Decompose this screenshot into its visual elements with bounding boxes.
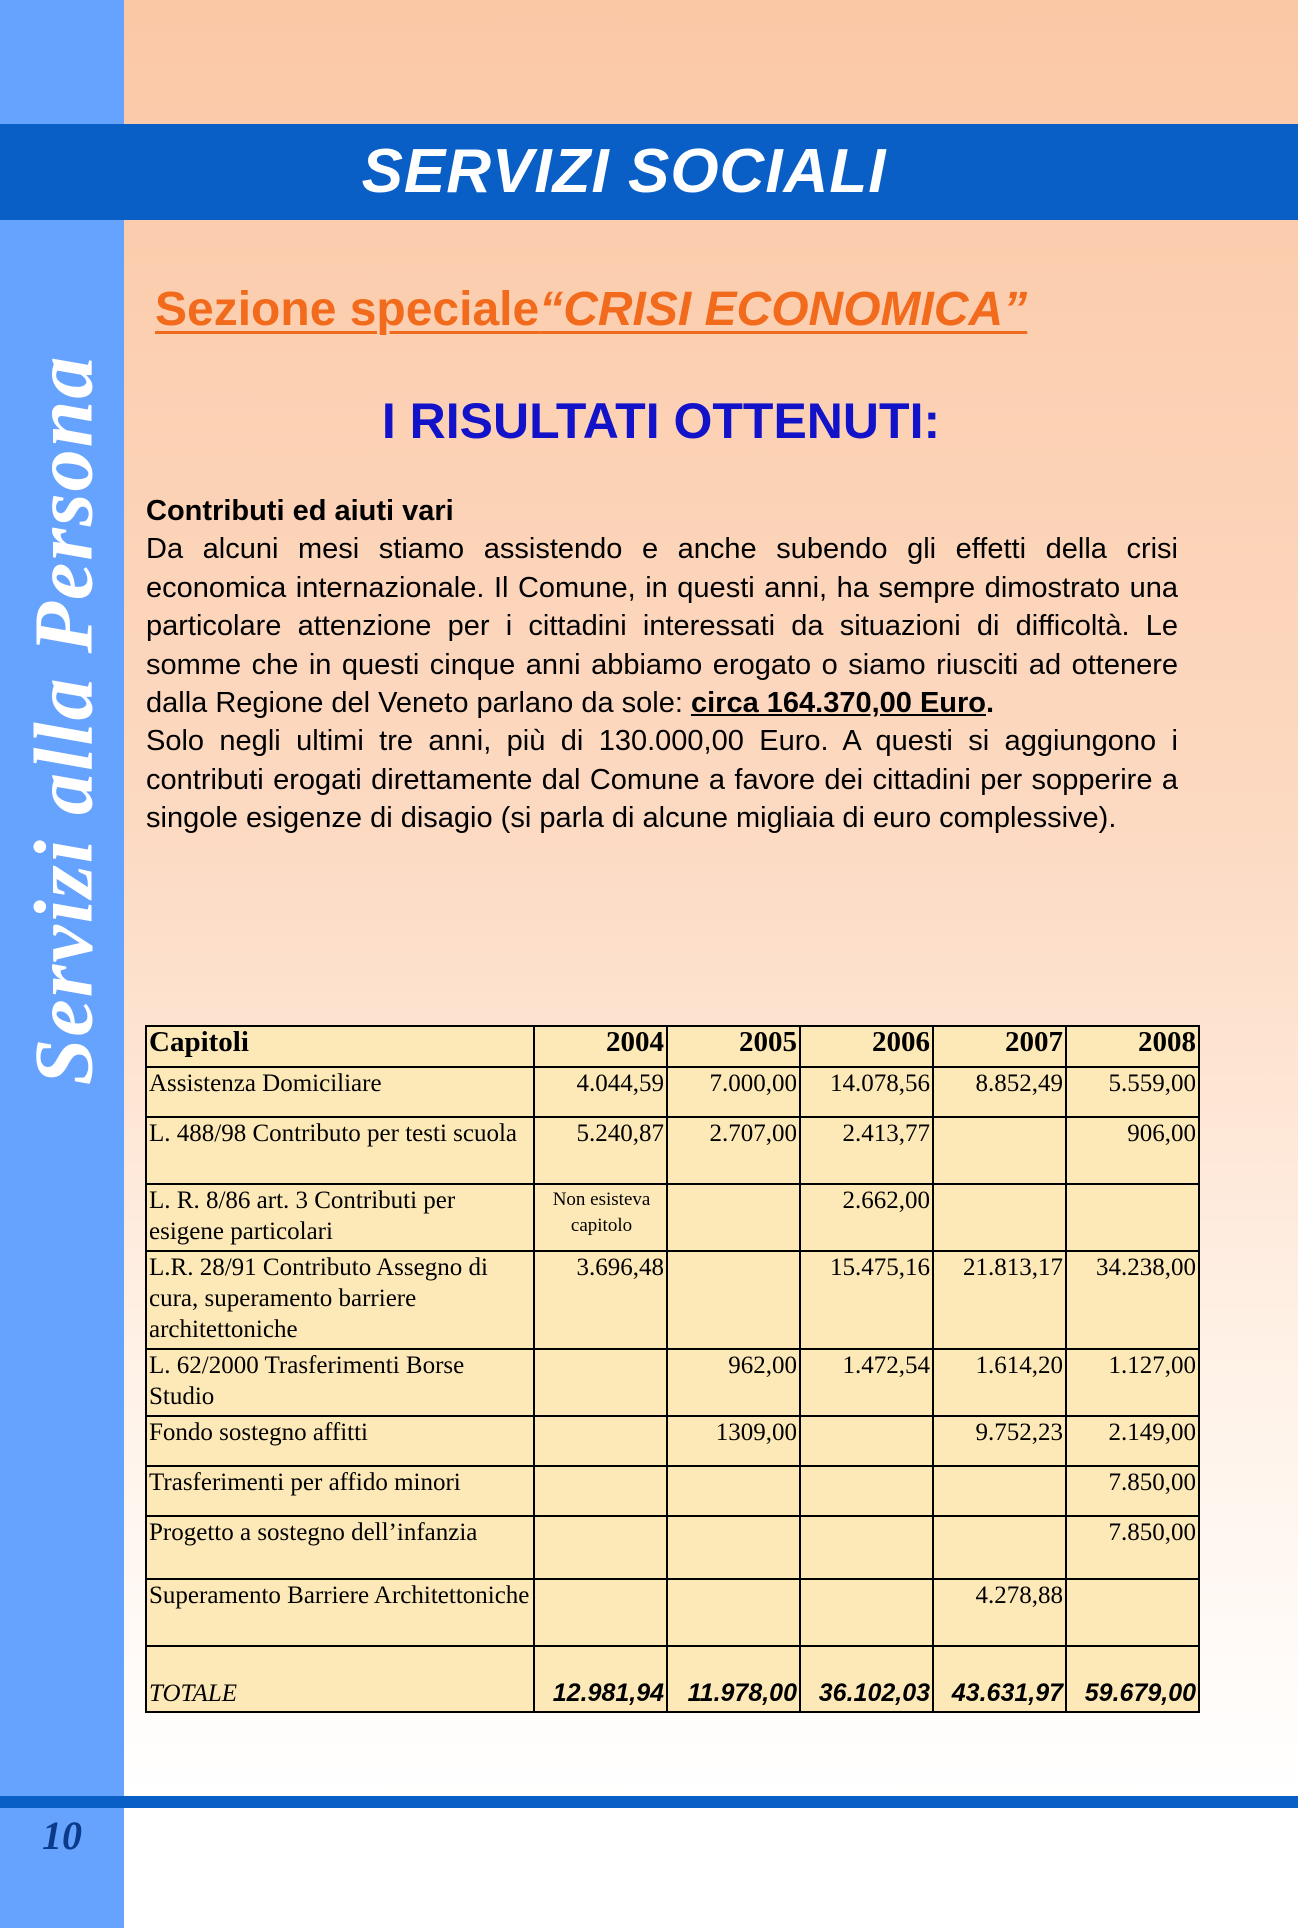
row-label: Fondo sostegno affitti (146, 1416, 534, 1466)
column-header: Capitoli (146, 1026, 534, 1067)
row-label: Progetto a sostegno dell’infanzia (146, 1516, 534, 1579)
table-cell (534, 1349, 667, 1416)
table-cell (667, 1251, 800, 1349)
table-cell: 2.413,77 (800, 1117, 933, 1184)
body-subtitle: Contributi ed aiuti vari (146, 495, 454, 527)
footer-band (0, 1796, 1298, 1808)
table-cell: 5.240,87 (534, 1117, 667, 1184)
table-cell (534, 1516, 667, 1579)
table-row (146, 1516, 1199, 1579)
table-cell: 1.127,00 (1066, 1349, 1199, 1416)
table-cell: 906,00 (1066, 1117, 1199, 1184)
table-cell: 3.696,48 (534, 1251, 667, 1349)
column-header: 2008 (1066, 1026, 1199, 1067)
row-label: Superamento Barriere Architettoniche (146, 1579, 534, 1646)
row-label: L. 62/2000 Trasferimenti Borse Studio (146, 1349, 534, 1416)
table-cell (534, 1579, 667, 1646)
row-label: Trasferimenti per affido minori (146, 1466, 534, 1516)
table-cell: 1.614,20 (933, 1349, 1066, 1416)
table-cell (534, 1466, 667, 1516)
body-text (146, 492, 1178, 838)
table-cell: 2.707,00 (667, 1117, 800, 1184)
paragraph-1-start: Da alcuni mesi stiamo assistendo e anche subendo gli effetti della crisi economica internazionale. Il Comune, in questi anni, ha sempre dimostrato una particolare attenzione per i cittadini interessati da situazioni di difficoltà. Le somme che in questi cinque anni abbiamo erogato o siamo riusciti ad ottenere dalla Regione del Veneto parlano da sole: (146, 533, 1178, 720)
table-cell (933, 1516, 1066, 1579)
table-cell: 7.850,00 (1066, 1516, 1199, 1579)
table-row (146, 1067, 1199, 1117)
row-label: L. 488/98 Contributo per testi scuola (146, 1117, 534, 1184)
table-header-row (146, 1026, 1199, 1067)
table-cell (534, 1416, 667, 1466)
table-cell: 7.850,00 (1066, 1466, 1199, 1516)
section-title-italic: “CRISI ECONOMICA” (539, 283, 1028, 336)
total-label: TOTALE (146, 1646, 534, 1712)
table-cell: 4.278,88 (933, 1579, 1066, 1646)
total-row (146, 1646, 1199, 1712)
sidebar (0, 0, 124, 1928)
table-cell: 7.000,00 (667, 1067, 800, 1117)
table-cell: Non esisteva capitolo (534, 1184, 667, 1251)
row-label: L.R. 28/91 Contributo Assegno di cura, superamento barriere architettoniche (146, 1251, 534, 1349)
total-cell: 59.679,00 (1066, 1646, 1199, 1712)
total-cell: 11.978,00 (667, 1646, 800, 1712)
highlighted-amount: circa 164.370,00 Euro (690, 687, 987, 720)
table-cell: 5.559,00 (1066, 1067, 1199, 1117)
table-cell (1066, 1579, 1199, 1646)
table-cell (800, 1416, 933, 1466)
table-row (146, 1349, 1199, 1416)
table-cell (933, 1466, 1066, 1516)
table-cell (667, 1466, 800, 1516)
column-header: 2006 (800, 1026, 933, 1067)
table-cell: 1.472,54 (800, 1349, 933, 1416)
table-row (146, 1466, 1199, 1516)
table-cell (800, 1466, 933, 1516)
row-label: Assistenza Domiciliare (146, 1067, 534, 1117)
sidebar-label: Servizi alla Persona (17, 354, 111, 1086)
table-cell: 21.813,17 (933, 1251, 1066, 1349)
table-row (146, 1416, 1199, 1466)
table-row (146, 1251, 1199, 1349)
table-cell: 8.852,49 (933, 1067, 1066, 1117)
table-cell: 2.662,00 (800, 1184, 933, 1251)
column-header: 2005 (667, 1026, 800, 1067)
section-title (155, 282, 1175, 337)
main-heading: I RISULTATI OTTENUTI: (381, 393, 941, 449)
table-cell (933, 1117, 1066, 1184)
table-cell: 1309,00 (667, 1416, 800, 1466)
table-cell: 4.044,59 (534, 1067, 667, 1117)
table-row (146, 1117, 1199, 1184)
table-cell (667, 1579, 800, 1646)
table-cell: 34.238,00 (1066, 1251, 1199, 1349)
page-number: 10 (42, 1813, 82, 1858)
page-title: SERVIZI SOCIALI (361, 137, 887, 206)
table-cell (667, 1184, 800, 1251)
table-row (146, 1184, 1199, 1251)
table-cell: 14.078,56 (800, 1067, 933, 1117)
table-cell (800, 1579, 933, 1646)
table-cell (933, 1184, 1066, 1251)
table-cell: 2.149,00 (1066, 1416, 1199, 1466)
table-cell: 9.752,23 (933, 1416, 1066, 1466)
table-cell (667, 1516, 800, 1579)
section-title-plain: Sezione speciale (155, 283, 540, 336)
contributions-table (145, 1025, 1200, 1713)
total-cell: 12.981,94 (534, 1646, 667, 1712)
table-cell: 962,00 (667, 1349, 800, 1416)
table-cell: 15.475,16 (800, 1251, 933, 1349)
table-cell (1066, 1184, 1199, 1251)
total-cell: 36.102,03 (800, 1646, 933, 1712)
table-row (146, 1579, 1199, 1646)
total-cell: 43.631,97 (933, 1646, 1066, 1712)
table-cell (800, 1516, 933, 1579)
paragraph-1-end: . (986, 687, 995, 720)
column-header: 2007 (933, 1026, 1066, 1067)
paragraph-2: Solo negli ultimi tre anni, più di 130.000,00 Euro. A questi si aggiungono i contributi erogati direttamente dal Comune a favore dei cittadini per sopperire a singole esigenze di disagio (si parla di alcune migliaia di euro complessive). (146, 725, 1178, 835)
column-header: 2004 (534, 1026, 667, 1067)
row-label: L. R. 8/86 art. 3 Contributi per esigene particolari (146, 1184, 534, 1251)
